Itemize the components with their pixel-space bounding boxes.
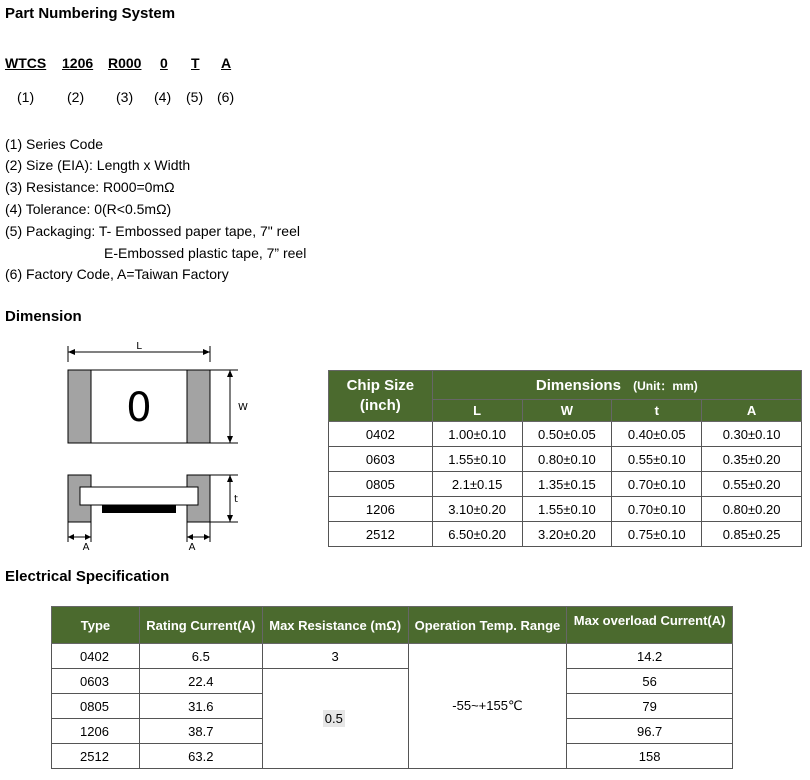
chip-size-header [329, 371, 433, 422]
dimensions-header-label: Dimensions [535, 376, 621, 394]
desc-factory: (6) Factory Code, A=Taiwan Factory [5, 266, 229, 282]
col-max-resistance: Max Resistance (mΩ) [262, 607, 408, 644]
col-type: Type [52, 607, 140, 644]
table-row [329, 522, 802, 547]
dimensions-header [432, 371, 801, 400]
chip-side-view [68, 475, 210, 522]
table-cell: 1206 [329, 497, 433, 522]
code-index-1: (1) [17, 89, 35, 105]
table-cell: 14.2 [567, 644, 733, 669]
table-cell: 0.70±0.10 [612, 472, 702, 497]
terminal-dimension-left [68, 522, 91, 542]
desc-packaging-alt: E-Embossed plastic tape, 7” reel [104, 245, 307, 261]
table-cell: 0402 [52, 644, 140, 669]
table-cell: 1.00±0.10 [432, 422, 522, 447]
terminal-dimension-right [187, 522, 210, 542]
table-cell: 0.55±0.20 [702, 472, 802, 497]
dimension-table [328, 370, 802, 547]
chip-size-header-unit: (inch) [359, 397, 401, 414]
table-cell: 158 [567, 744, 733, 769]
code-factory: A [221, 55, 232, 71]
col-operation-temp: Operation Temp. Range [408, 607, 567, 644]
code-size: 1206 [62, 55, 94, 71]
code-index-3: (3) [116, 89, 134, 105]
label-t: t [234, 494, 238, 505]
col-L: L [432, 400, 522, 422]
chip-size-header-label: Chip Size [346, 377, 415, 394]
col-A: A [702, 400, 802, 422]
table-cell: 6.50±0.20 [432, 522, 522, 547]
dimension-title: Dimension [5, 308, 82, 325]
table-cell: 0603 [52, 669, 140, 694]
table-cell: 0.75±0.10 [612, 522, 702, 547]
table-cell: 0.80±0.20 [702, 497, 802, 522]
width-dimension-line [210, 370, 238, 443]
table-row [329, 472, 802, 497]
table-cell: 2512 [329, 522, 433, 547]
code-index-2: (2) [67, 89, 85, 105]
table-cell: 22.4 [139, 669, 262, 694]
resistance-value: 0.5 [324, 711, 343, 726]
temp-range-cell [408, 644, 567, 769]
desc-series-code: (1) Series Code [5, 136, 104, 152]
col-t: t [612, 400, 702, 422]
temp-range-value: -55~+155℃ [452, 698, 523, 713]
table-cell: 31.6 [139, 694, 262, 719]
table-cell: 0603 [329, 447, 433, 472]
table-cell: 3.10±0.20 [432, 497, 522, 522]
table-cell: 0.35±0.20 [702, 447, 802, 472]
table-cell: 0805 [329, 472, 433, 497]
table-row [329, 497, 802, 522]
table-cell: 96.7 [567, 719, 733, 744]
table-cell: 0.50±0.05 [522, 422, 612, 447]
code-packaging: T [191, 55, 200, 71]
code-resistance: R000 [108, 55, 142, 71]
table-cell: 2512 [52, 744, 140, 769]
electrical-table [51, 606, 733, 769]
chip-marking: 0 [126, 385, 152, 431]
desc-packaging: (5) Packaging: T- Embossed paper tape, 7" reel [5, 223, 300, 239]
table-cell: 3 [262, 644, 408, 669]
table-row [52, 644, 733, 669]
table-cell: 1.35±0.15 [522, 472, 612, 497]
table-cell: 0.70±0.10 [612, 497, 702, 522]
table-cell: 0.80±0.10 [522, 447, 612, 472]
table-cell: 0805 [52, 694, 140, 719]
table-cell: 1.55±0.10 [432, 447, 522, 472]
code-series: WTCS [5, 55, 47, 71]
table-cell: 56 [567, 669, 733, 694]
chip-diagram [60, 340, 260, 555]
table-cell: 0402 [329, 422, 433, 447]
table-cell: 6.5 [139, 644, 262, 669]
table-cell: 3.20±0.20 [522, 522, 612, 547]
code-index-5: (5) [186, 89, 204, 105]
code-index-6: (6) [217, 89, 235, 105]
electrical-title: Electrical Specification [5, 568, 170, 585]
table-cell: 0.85±0.25 [702, 522, 802, 547]
table-cell: 63.2 [139, 744, 262, 769]
table-cell: 79 [567, 694, 733, 719]
dimensions-unit: (Unit：mm) [633, 378, 698, 393]
resistance-merged-cell [262, 669, 408, 769]
table-row [329, 422, 802, 447]
part-numbering-title: Part Numbering System [5, 5, 176, 22]
label-L: L [136, 341, 142, 352]
col-rating-current: Rating Current(A) [139, 607, 262, 644]
label-A-left: A [82, 542, 90, 553]
desc-size: (2) Size (EIA): Length x Width [5, 157, 191, 173]
desc-resistance: (3) Resistance: R000=0mΩ [5, 179, 175, 195]
table-cell: 0.30±0.10 [702, 422, 802, 447]
desc-tolerance: (4) Tolerance: 0(R<0.5mΩ) [5, 201, 172, 217]
table-row [329, 447, 802, 472]
code-tolerance: 0 [160, 55, 168, 71]
code-index-4: (4) [154, 89, 172, 105]
table-cell: 1.55±0.10 [522, 497, 612, 522]
col-W: W [522, 400, 612, 422]
table-row [52, 669, 733, 694]
col-max-overload: Max overload Current(A) [567, 607, 733, 644]
label-W: W [238, 402, 248, 413]
table-cell: 1206 [52, 719, 140, 744]
table-cell: 0.40±0.05 [612, 422, 702, 447]
table-cell: 0.55±0.10 [612, 447, 702, 472]
label-A-right: A [188, 542, 196, 553]
table-cell: 38.7 [139, 719, 262, 744]
table-cell: 2.1±0.15 [432, 472, 522, 497]
